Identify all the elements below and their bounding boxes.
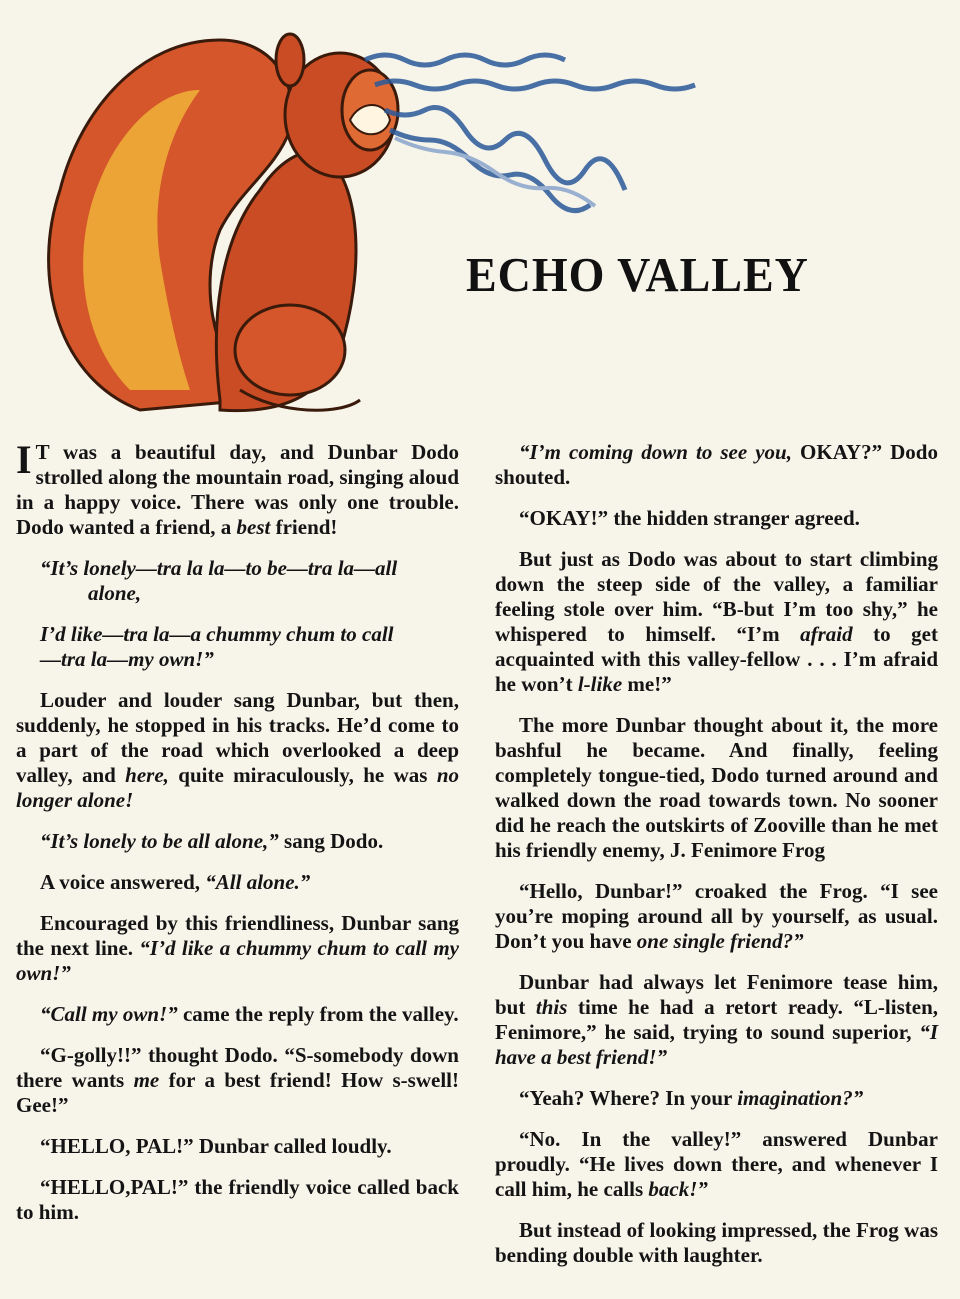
paragraph: “HELLO,PAL!” the friendly voice called back to him.: [16, 1175, 459, 1224]
squirrel-ear: [276, 34, 304, 86]
paragraph-opening: I T was a beautiful day, and Dunbar Dodo strolled along the mountain road, singing aloud in a happy voice. There was only one trouble. Dodo wanted a friend, a best friend!: [16, 437, 459, 539]
paragraph: But instead of looking impressed, the Frog was bending double with laughter.: [495, 1218, 938, 1267]
paragraph: “HELLO, PAL!” Dunbar called loudly.: [40, 1134, 392, 1158]
left-column: [16, 437, 459, 1241]
story-title: ECHO VALLEY: [466, 247, 809, 302]
paragraph: “Hello, Dunbar!” croaked the Frog. “I see you’re moping around all by yourself, as usual. Don’t you have one single friend?”: [495, 879, 938, 953]
paragraph: “No. In the valley!” answered Dunbar proudly. “He lives down there, and whenever I call him, he calls back!”: [495, 1127, 938, 1201]
paragraph: “Call my own!” came the reply from the valley.: [40, 1002, 459, 1026]
paragraph: The more Dunbar thought about it, the more bashful he became. And finally, feeling completely tongue-tied, Dodo turned around and walked down the road towards town. No sooner did he reach the outskirts of Zooville than he met his friendly enemy, J. Fenimore Frog: [495, 713, 938, 862]
paragraph: Encouraged by this friendliness, Dunbar sang the next line. “I’d like a chummy chum to call my own!”: [16, 911, 459, 985]
right-column: [495, 440, 938, 1284]
squirrel-illustration: [20, 20, 740, 420]
squirrel-leg: [235, 305, 345, 395]
paragraph: Louder and louder sang Dunbar, but then, suddenly, he stopped in his tracks. He’d come to a part of the road which overlooked a deep valley, and here, quite miraculously, he was no longer alone!: [16, 688, 459, 812]
drop-cap: I: [16, 437, 32, 482]
paragraph: “I’m coming down to see you, OKAY?” Dodo shouted.: [495, 440, 938, 489]
paragraph: “Yeah? Where? In your imagination?”: [519, 1086, 864, 1110]
paragraph: “It’s lonely to be all alone,” sang Dodo.: [40, 829, 384, 853]
paragraph: But just as Dodo was about to start climbing down the steep side of the valley, a familiar feeling stole over him. “B-but I’m too shy,” he whispered to himself. “I’m afraid to get acquainted with this valley-fellow . . . I’m afraid he won’t l-like me!”: [495, 547, 938, 696]
song-verse-1: “It’s lonely—tra la la—to be—tra la—all alone,: [40, 556, 398, 605]
song-verse-2: I’d like—tra la—a chummy chum to call —tra la—my own!”: [40, 622, 394, 671]
paragraph: “OKAY!” the hidden stranger agreed.: [519, 506, 860, 530]
paragraph: A voice answered, “All alone.”: [40, 870, 311, 894]
paragraph: Dunbar had always let Fenimore tease him, but this time he had a retort ready. “L-listen, Fenimore,” he said, trying to sound superior, “I have a best friend!”: [495, 970, 938, 1069]
paragraph: “G-golly!!” thought Dodo. “S-somebody down there wants me for a best friend! How s-swell! Gee!”: [16, 1043, 459, 1117]
